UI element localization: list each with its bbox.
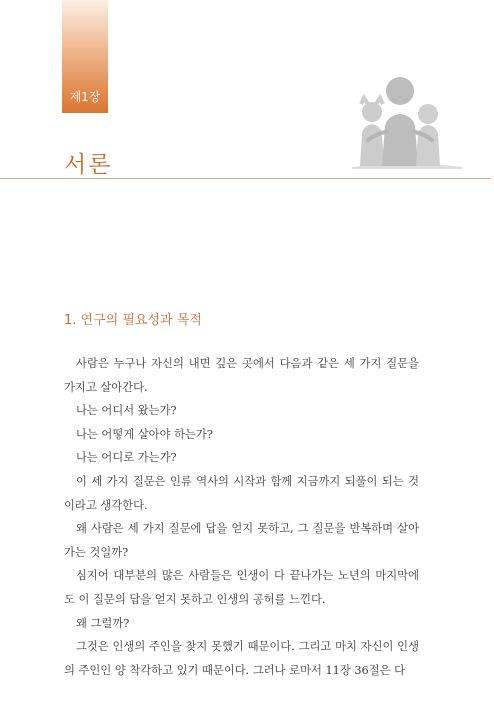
body-text (64, 352, 419, 682)
paragraph: 심지어 대부분의 많은 사람들은 인생이 다 끝나가는 노년의 마지막에도 이 질문의 답을 얻지 못하고 인생의 공허를 느낀다. (64, 569, 419, 606)
paragraph: 그것은 인생의 주인을 찾지 못했기 때문이다. 그리고 마치 자신이 인생의 주인인 양 착각하고 있기 때문이다. 그러나 로마서 11장 36절은 다 (64, 640, 419, 677)
right-child-figure (416, 125, 440, 166)
paragraph: 나는 어디로 가는가? (76, 451, 177, 465)
left-child-head (362, 102, 382, 122)
chapter-tab (62, 0, 108, 113)
chapter-tab-label: 제1장 (69, 90, 101, 104)
paragraph: 왜 그럴까? (76, 616, 130, 630)
left-child-figure (360, 124, 384, 166)
section-heading: 1. 연구의 필요성과 목적 (64, 313, 202, 328)
paragraph: 나는 어디서 왔는가? (76, 404, 177, 418)
paragraph: 왜 사람은 세 가지 질문에 답을 얻지 못하고, 그 질문을 반복하며 살아가는 것일까? (64, 522, 419, 559)
chapter-divider (0, 178, 490, 179)
family-illustration-icon (352, 74, 462, 170)
chapter-title: 서론 (64, 152, 113, 178)
adult-figure (382, 114, 418, 166)
adult-head (386, 77, 414, 105)
paragraph: 이 세 가지 질문은 인류 역사의 시작과 함께 지금까지 되풀이 되는 것이라고 생각한다. (64, 474, 419, 512)
paragraph: 나는 어떻게 살아야 하는가? (76, 427, 213, 441)
right-child-head (418, 104, 438, 124)
paragraph: 사람은 누구나 자신의 내면 깊은 곳에서 다음과 같은 세 가지 질문을 가지고 살아간다. (64, 357, 419, 394)
